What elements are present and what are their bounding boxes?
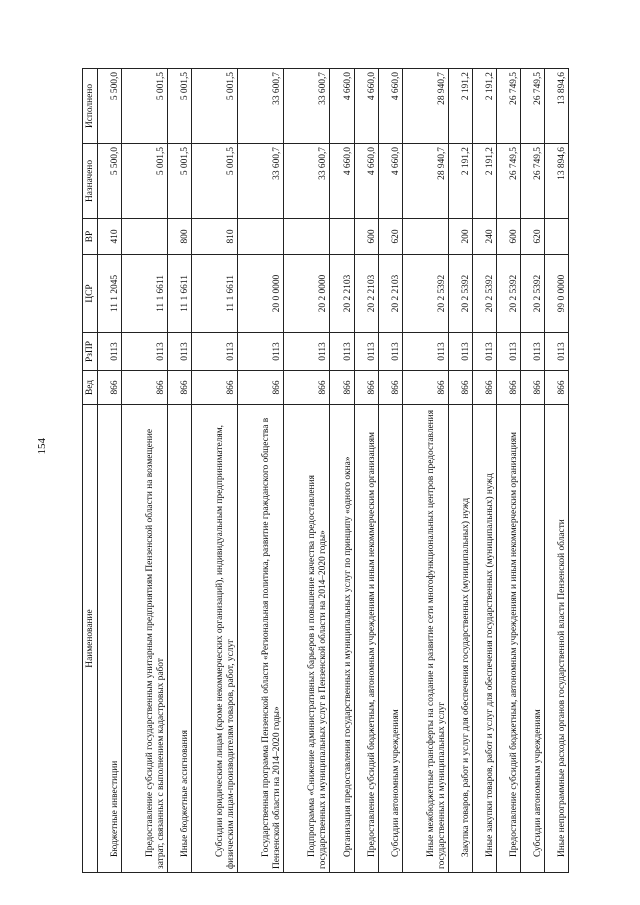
cell-vr — [330, 219, 354, 255]
cell-rzpr: 0113 — [544, 333, 568, 371]
cell-vr: 240 — [472, 219, 496, 255]
cell-naznacheno: 26 749,5 — [520, 144, 544, 219]
cell-vr: 200 — [448, 219, 472, 255]
cell-csr: 20 2 0000 — [284, 255, 330, 333]
table-row — [472, 69, 496, 873]
cell-csr: 20 2 5392 — [472, 255, 496, 333]
cell-ispolneno: 4 660,0 — [354, 69, 378, 144]
table-row — [354, 69, 378, 873]
header-name: Наименование — [83, 405, 98, 873]
cell-csr: 20 2 2103 — [354, 255, 378, 333]
cell-ispolneno: 2 191,2 — [472, 69, 496, 144]
cell-csr: 20 2 5392 — [520, 255, 544, 333]
cell-ispolneno: 4 660,0 — [378, 69, 402, 144]
cell-name: Бюджетные инвестиции — [98, 405, 122, 873]
table-row — [330, 69, 354, 873]
cell-ved: 866 — [354, 371, 378, 405]
cell-ispolneno: 13 894,6 — [544, 69, 568, 144]
cell-vr — [402, 219, 448, 255]
cell-csr: 20 2 2103 — [378, 255, 402, 333]
cell-naznacheno: 2 191,2 — [448, 144, 472, 219]
table-row — [402, 69, 448, 873]
cell-name: Государственная программа Пензенской области «Региональная политика, развитие гражданского общества в Пензенской области на 2014–2020 годы» — [238, 405, 284, 873]
cell-csr: 11 1 2045 — [98, 255, 122, 333]
cell-naznacheno: 5 001,5 — [122, 144, 168, 219]
cell-name: Иные непрограммные расходы органов государственной власти Пензенской области — [544, 405, 568, 873]
cell-vr: 410 — [98, 219, 122, 255]
cell-csr: 20 2 5392 — [402, 255, 448, 333]
cell-vr: 620 — [520, 219, 544, 255]
cell-ispolneno: 26 749,5 — [496, 69, 520, 144]
cell-naznacheno: 26 749,5 — [496, 144, 520, 219]
cell-ved: 866 — [122, 371, 168, 405]
cell-ved: 866 — [472, 371, 496, 405]
cell-rzpr: 0113 — [448, 333, 472, 371]
cell-csr: 20 2 5392 — [448, 255, 472, 333]
cell-ved: 866 — [378, 371, 402, 405]
cell-csr: 11 1 6611 — [122, 255, 168, 333]
cell-rzpr: 0113 — [402, 333, 448, 371]
cell-rzpr: 0113 — [496, 333, 520, 371]
table-row — [238, 69, 284, 873]
table-row — [192, 69, 238, 873]
cell-csr: 20 2 2103 — [330, 255, 354, 333]
header-row — [83, 69, 98, 873]
cell-name: Иные бюджетные ассигнования — [168, 405, 192, 873]
cell-ved: 866 — [402, 371, 448, 405]
cell-naznacheno: 4 660,0 — [330, 144, 354, 219]
cell-ispolneno: 5 001,5 — [192, 69, 238, 144]
cell-naznacheno: 33 600,7 — [238, 144, 284, 219]
cell-name: Иные межбюджетные трансферты на создание и развитие сети многофункциональных центров предоставления государственных и муниципальных услуг — [402, 405, 448, 873]
cell-csr: 20 0 0000 — [238, 255, 284, 333]
cell-ved: 866 — [284, 371, 330, 405]
cell-ved: 866 — [448, 371, 472, 405]
header-vr: ВР — [83, 219, 98, 255]
cell-csr: 20 2 5392 — [496, 255, 520, 333]
cell-naznacheno: 2 191,2 — [472, 144, 496, 219]
cell-name: Субсидии юридическим лицам (кроме некоммерческих организаций), индивидуальным предпринимателям, физическим лицам-производителям товаров, работ, услуг — [192, 405, 238, 873]
table-row — [122, 69, 168, 873]
cell-rzpr: 0113 — [378, 333, 402, 371]
header-rzpr: РзПР — [83, 333, 98, 371]
cell-vr: 810 — [192, 219, 238, 255]
cell-rzpr: 0113 — [472, 333, 496, 371]
cell-rzpr: 0113 — [192, 333, 238, 371]
table-row — [520, 69, 544, 873]
cell-rzpr: 0113 — [330, 333, 354, 371]
cell-name: Предоставление субсидий государственным унитарным предприятиям Пензенской области на возмещение затрат, связанных с выполнением кадастровых работ — [122, 405, 168, 873]
cell-vr: 600 — [496, 219, 520, 255]
cell-name: Субсидии автономным учреждениям — [378, 405, 402, 873]
cell-csr: 11 1 6611 — [168, 255, 192, 333]
page-number: 154 — [36, 438, 48, 455]
cell-rzpr: 0113 — [284, 333, 330, 371]
cell-rzpr: 0113 — [354, 333, 378, 371]
cell-ved: 866 — [330, 371, 354, 405]
cell-naznacheno: 4 660,0 — [354, 144, 378, 219]
cell-ved: 866 — [168, 371, 192, 405]
cell-name: Предоставление субсидий бюджетным, автономным учреждениям и иным некоммерческим организациям — [354, 405, 378, 873]
cell-name: Предоставление субсидий бюджетным, автономным учреждениям и иным некоммерческим организациям — [496, 405, 520, 873]
cell-rzpr: 0113 — [98, 333, 122, 371]
budget-table — [82, 68, 569, 873]
cell-name: Подпрограмма «Снижение административных барьеров и повышение качества предоставления государственных и муниципальных услуг в Пензенской области на 2014–2020 годы» — [284, 405, 330, 873]
cell-csr: 11 1 6611 — [192, 255, 238, 333]
cell-ispolneno: 4 660,0 — [330, 69, 354, 144]
cell-vr: 620 — [378, 219, 402, 255]
cell-ved: 866 — [192, 371, 238, 405]
cell-ved: 866 — [496, 371, 520, 405]
cell-csr: 99 0 0000 — [544, 255, 568, 333]
cell-name: Организация предоставления государственных и муниципальных услуг по принципу «одного окна» — [330, 405, 354, 873]
header-csr: ЦСР — [83, 255, 98, 333]
table-row — [168, 69, 192, 873]
cell-ispolneno: 5 001,5 — [122, 69, 168, 144]
cell-vr — [544, 219, 568, 255]
table-row — [378, 69, 402, 873]
table-row — [496, 69, 520, 873]
cell-rzpr: 0113 — [520, 333, 544, 371]
cell-ispolneno: 28 940,7 — [402, 69, 448, 144]
cell-name: Субсидии автономным учреждениям — [520, 405, 544, 873]
cell-vr — [122, 219, 168, 255]
cell-ved: 866 — [544, 371, 568, 405]
header-naznacheno: Назначено — [83, 144, 98, 219]
cell-rzpr: 0113 — [168, 333, 192, 371]
budget-table-container — [82, 69, 569, 873]
cell-vr: 600 — [354, 219, 378, 255]
cell-rzpr: 0113 — [122, 333, 168, 371]
cell-ispolneno: 5 500,0 — [98, 69, 122, 144]
cell-rzpr: 0113 — [238, 333, 284, 371]
cell-ispolneno: 2 191,2 — [448, 69, 472, 144]
cell-ved: 866 — [238, 371, 284, 405]
table-row — [98, 69, 122, 873]
cell-naznacheno: 5 500,0 — [98, 144, 122, 219]
cell-naznacheno: 4 660,0 — [378, 144, 402, 219]
table-row — [448, 69, 472, 873]
cell-ispolneno: 26 749,5 — [520, 69, 544, 144]
cell-ispolneno: 33 600,7 — [238, 69, 284, 144]
cell-naznacheno: 5 001,5 — [168, 144, 192, 219]
cell-name: Иные закупки товаров, работ и услуг для обеспечения государственных (муниципальных) нужд — [472, 405, 496, 873]
table-row — [544, 69, 568, 873]
cell-ispolneno: 33 600,7 — [284, 69, 330, 144]
cell-vr — [284, 219, 330, 255]
cell-naznacheno: 33 600,7 — [284, 144, 330, 219]
cell-ved: 866 — [520, 371, 544, 405]
table-row — [284, 69, 330, 873]
cell-naznacheno: 5 001,5 — [192, 144, 238, 219]
cell-ispolneno: 5 001,5 — [168, 69, 192, 144]
cell-name: Закупка товаров, работ и услуг для обеспечения государственных (муниципальных) нужд — [448, 405, 472, 873]
cell-naznacheno: 28 940,7 — [402, 144, 448, 219]
cell-vr: 800 — [168, 219, 192, 255]
cell-ved: 866 — [98, 371, 122, 405]
cell-naznacheno: 13 894,6 — [544, 144, 568, 219]
header-ved: Вед — [83, 371, 98, 405]
cell-vr — [238, 219, 284, 255]
header-ispolneno: Исполнено — [83, 69, 98, 144]
